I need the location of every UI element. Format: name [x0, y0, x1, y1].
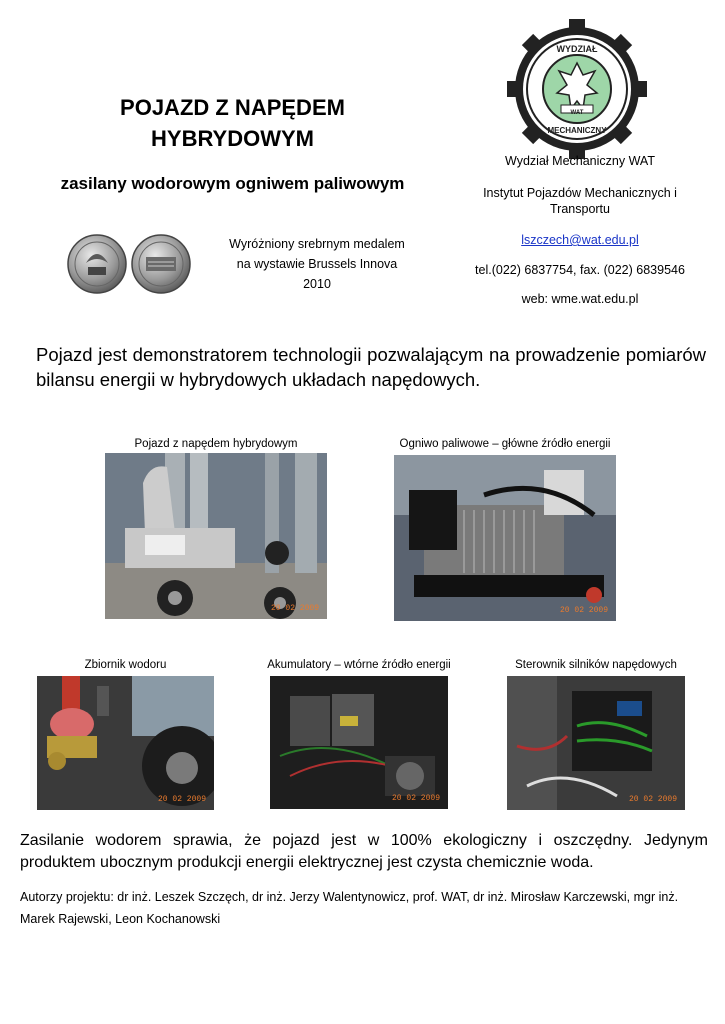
- motor-controller-photo: [507, 676, 685, 810]
- photo-caption-batteries: Akumulatory – wtórne źródło energii: [267, 659, 451, 671]
- hydrogen-tank-photo: [37, 676, 214, 810]
- medals-image: [66, 233, 194, 297]
- photo-date-stamp: 20 02 2009: [157, 795, 206, 804]
- page-title: POJAZD Z NAPĘDEM HYBRYDOWYM: [120, 95, 345, 151]
- authors-paragraph: Autorzy projektu: dr inż. Leszek Szczęch, dr inż. Jerzy Walentynowicz, prof. WAT, dr inż. Mirosław Karczewski, mgr inż. Marek Rajewski, Leon Kochanowski: [20, 890, 679, 926]
- fuel-cell-photo: [394, 455, 616, 621]
- award-text: Wyróżniony srebrnym medalem na wystawie Brussels Innova 2010: [229, 237, 405, 291]
- logo-text-top: WYDZIAŁ: [556, 44, 598, 54]
- page-subtitle: zasilany wodorowym ogniwem paliwowym: [60, 174, 405, 193]
- photo-caption-motor-controller: Sterownik silników napędowych: [515, 659, 677, 671]
- email-link[interactable]: lszczech@wat.edu.pl: [521, 233, 639, 247]
- institute-name: Instytut Pojazdów Mechanicznych i Transportu: [483, 186, 677, 216]
- phone-fax: tel.(022) 6837754, fax. (022) 6839546: [475, 263, 685, 277]
- email-link-wrapper: [455, 232, 705, 248]
- summary-paragraph: Zasilanie wodorem sprawia, że pojazd jest w 100% ekologiczny i oszczędny. Jedynym produktem ubocznym produkcji energii elektrycznej jest czysta chemicznie woda.: [20, 832, 708, 871]
- website: web: wme.wat.edu.pl: [521, 292, 639, 306]
- faculty-logo: [506, 18, 648, 160]
- photo-caption-fuel-cell: Ogniwo paliwowe – główne źródło energii: [399, 438, 611, 450]
- vehicle-photo: [105, 453, 327, 619]
- photo-caption-hydrogen-tank: Zbiornik wodoru: [84, 659, 167, 671]
- photo-date-stamp: 20 02 2009: [270, 604, 319, 613]
- faculty-name: Wydział Mechaniczny WAT: [505, 154, 655, 168]
- batteries-photo: [270, 676, 448, 809]
- photo-date-stamp: 20 02 2009: [559, 606, 608, 615]
- logo-text-bottom: MECHANICZNY: [547, 126, 607, 135]
- photo-date-stamp: 20 02 2009: [628, 795, 677, 804]
- photo-caption-vehicle: Pojazd z napędem hybrydowym: [134, 438, 298, 450]
- intro-paragraph: Pojazd jest demonstratorem technologii pozwalającym na prowadzenie pomiarów bilansu energii w hybrydowych układach napędowych.: [36, 344, 706, 390]
- logo-text-center: WAT: [570, 110, 584, 116]
- photo-date-stamp: 20 02 2009: [391, 794, 440, 803]
